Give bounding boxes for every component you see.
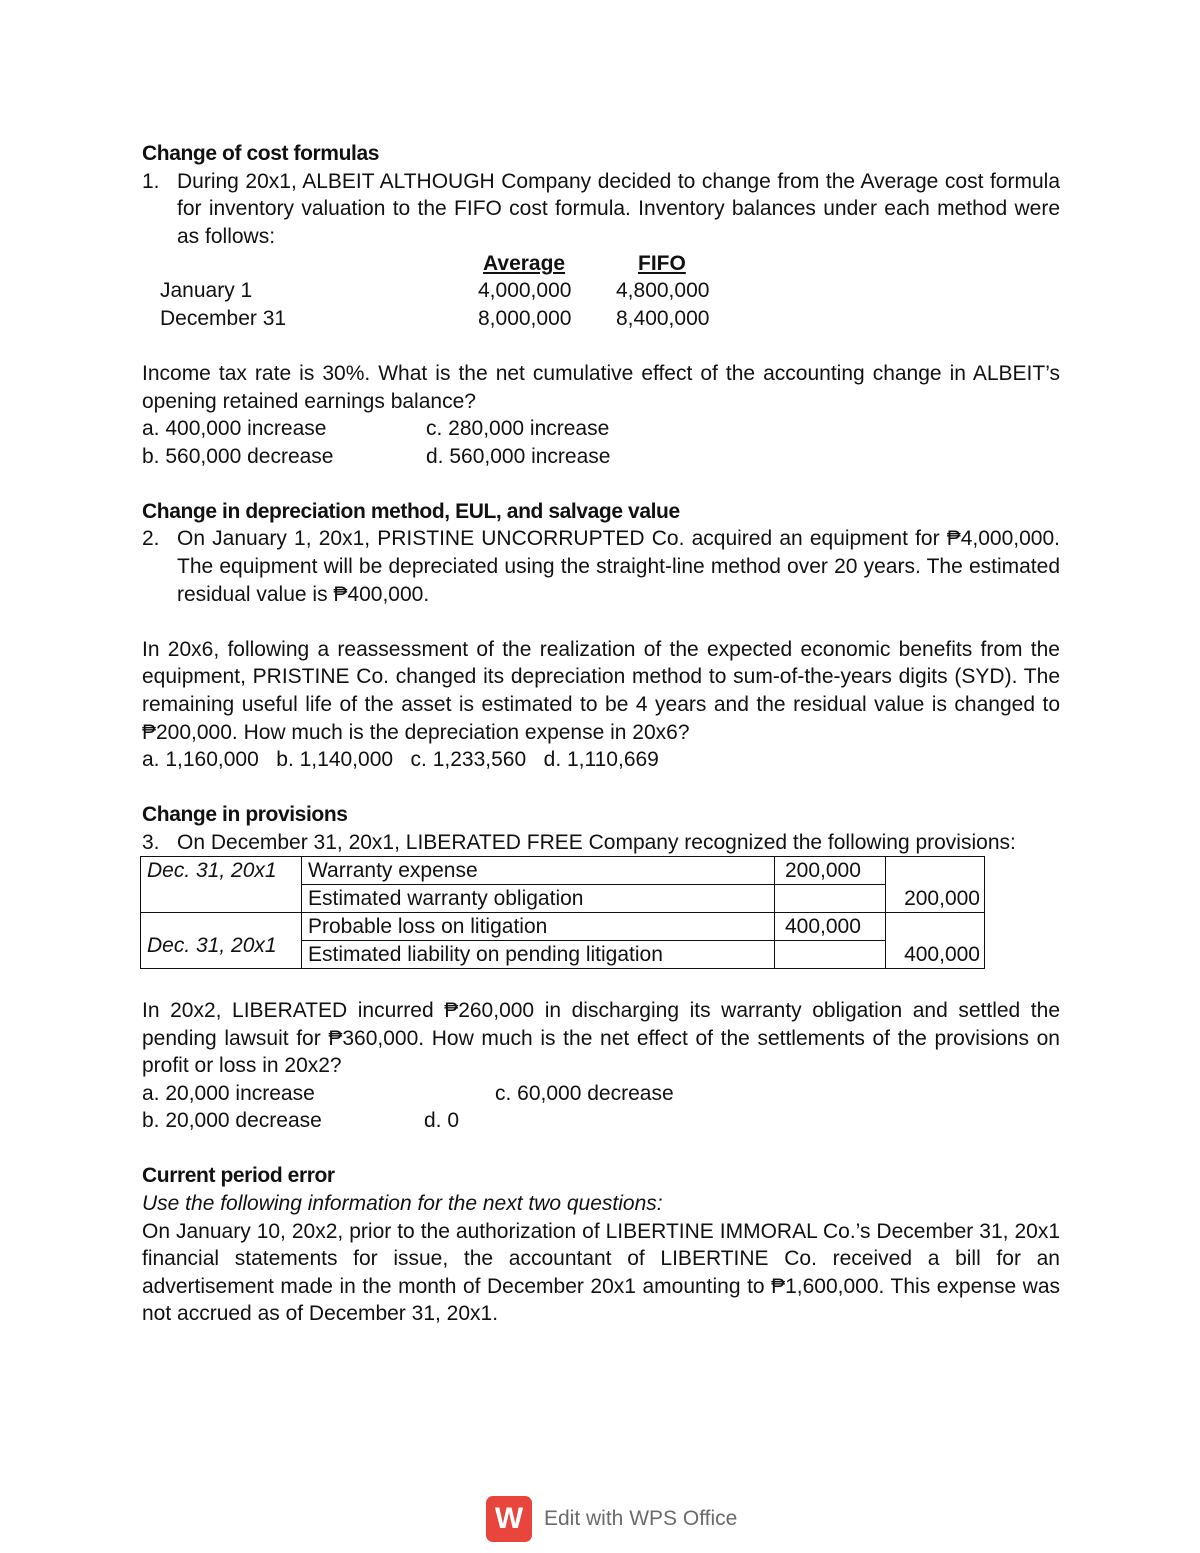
- cell-fifo: 8,400,000: [616, 307, 710, 331]
- debit-amount: 400,000: [775, 913, 886, 941]
- wps-edit-label: Edit with WPS Office: [544, 1507, 738, 1530]
- debit-account: Probable loss on litigation: [302, 913, 775, 941]
- section-heading-provisions: Change in provisions: [142, 803, 348, 827]
- option-a: a. 20,000 increase: [142, 1081, 315, 1105]
- option-c: c. 60,000 decrease: [495, 1081, 674, 1105]
- entry-date: Dec. 31, 20x1: [141, 913, 302, 969]
- answer-options: [142, 1080, 1060, 1135]
- question-1-prompt: Income tax rate is 30%. What is the net cumulative effect of the accounting change in ALBEIT’s opening retained earnings balance?: [142, 361, 1060, 413]
- question-3-prompt: In 20x2, LIBERATED incurred ₱260,000 in discharging its warranty obligation and settled the pending lawsuit for ₱360,000. How much is the net effect of the settlements of the provisions on profit or loss in 20x2?: [142, 999, 1060, 1078]
- option-a: a. 400,000 increase: [142, 417, 327, 441]
- column-header-average: Average: [483, 252, 566, 276]
- wps-edit-banner[interactable]: [486, 1496, 737, 1542]
- option-c: c. 280,000 increase: [426, 417, 610, 441]
- section-heading-cost-formulas: Change of cost formulas: [142, 142, 379, 165]
- question-text: On January 1, 20x1, PRISTINE UNCORRUPTED Co. acquired an equipment for ₱4,000,000. The equipment will be depreciated using the straight-line method over 20 years. The estimated residual value is ₱400,000.: [177, 527, 1060, 606]
- document-page: [142, 140, 1060, 1328]
- row-label: January 1: [160, 279, 253, 303]
- wps-logo-icon: W: [486, 1496, 532, 1542]
- credit-amount: 400,000: [886, 913, 985, 969]
- option-b: b. 20,000 decrease: [142, 1109, 322, 1133]
- cell-average: 4,000,000: [478, 279, 572, 303]
- table-row: [141, 857, 985, 885]
- option-b: b. 560,000 decrease: [142, 444, 334, 468]
- journal-entries-table: [140, 856, 985, 969]
- answer-options: [142, 415, 1060, 470]
- question-text: During 20x1, ALBEIT ALTHOUGH Company decided to change from the Average cost formula for inventory valuation to the FIFO cost formula. Inventory balances under each method were as follows:: [177, 169, 1060, 248]
- instruction-text: Use the following information for the next two questions:: [142, 1192, 663, 1216]
- answer-options: a. 1,160,000 b. 1,140,000 c. 1,233,560 d. 1,110,669: [142, 748, 659, 772]
- debit-account: Warranty expense: [302, 857, 775, 885]
- credit-account: Estimated warranty obligation: [302, 885, 775, 913]
- section-heading-current-period-error: Current period error: [142, 1164, 335, 1188]
- question-text: On December 31, 20x1, LIBERATED FREE Company recognized the following provisions:: [177, 830, 1016, 854]
- option-d: d. 0: [424, 1109, 460, 1133]
- debit-amount: 200,000: [775, 857, 886, 885]
- question-1: [142, 168, 1060, 251]
- question-2: [142, 525, 1060, 608]
- question-3: [142, 829, 1060, 857]
- question-number: 1.: [142, 169, 160, 193]
- scenario-text: On January 10, 20x2, prior to the authorization of LIBERTINE IMMORAL Co.’s December 31, 20x1 financial statements for issue, the accountant of LIBERTINE Co. received a bill for an advertisement made in the month of December 20x1 amounting to ₱1,600,000. This expense was not accrued as of December 31, 20x1.: [142, 1219, 1060, 1326]
- cell-average: 8,000,000: [478, 307, 572, 331]
- table-row: [141, 913, 985, 941]
- credit-account: Estimated liability on pending litigation: [302, 941, 775, 969]
- section-heading-depreciation: Change in depreciation method, EUL, and salvage value: [142, 499, 680, 523]
- entry-date: Dec. 31, 20x1: [141, 857, 302, 913]
- option-d: d. 560,000 increase: [426, 444, 611, 468]
- credit-amount: 200,000: [886, 857, 985, 913]
- row-label: December 31: [160, 307, 287, 331]
- question-number: 3.: [142, 830, 160, 854]
- cell-fifo: 4,800,000: [616, 279, 710, 303]
- inventory-table: [142, 250, 1060, 332]
- column-header-fifo: FIFO: [638, 252, 686, 276]
- question-2-prompt: In 20x6, following a reassessment of the realization of the expected economic benefits from the equipment, PRISTINE Co. changed its depreciation method to sum-of-the-years digits (SYD). The remaining useful life of the asset is estimated to be 4 years and the residual value is changed to ₱200,000. How much is the depreciation expense in 20x6?: [142, 637, 1060, 744]
- question-number: 2.: [142, 527, 160, 551]
